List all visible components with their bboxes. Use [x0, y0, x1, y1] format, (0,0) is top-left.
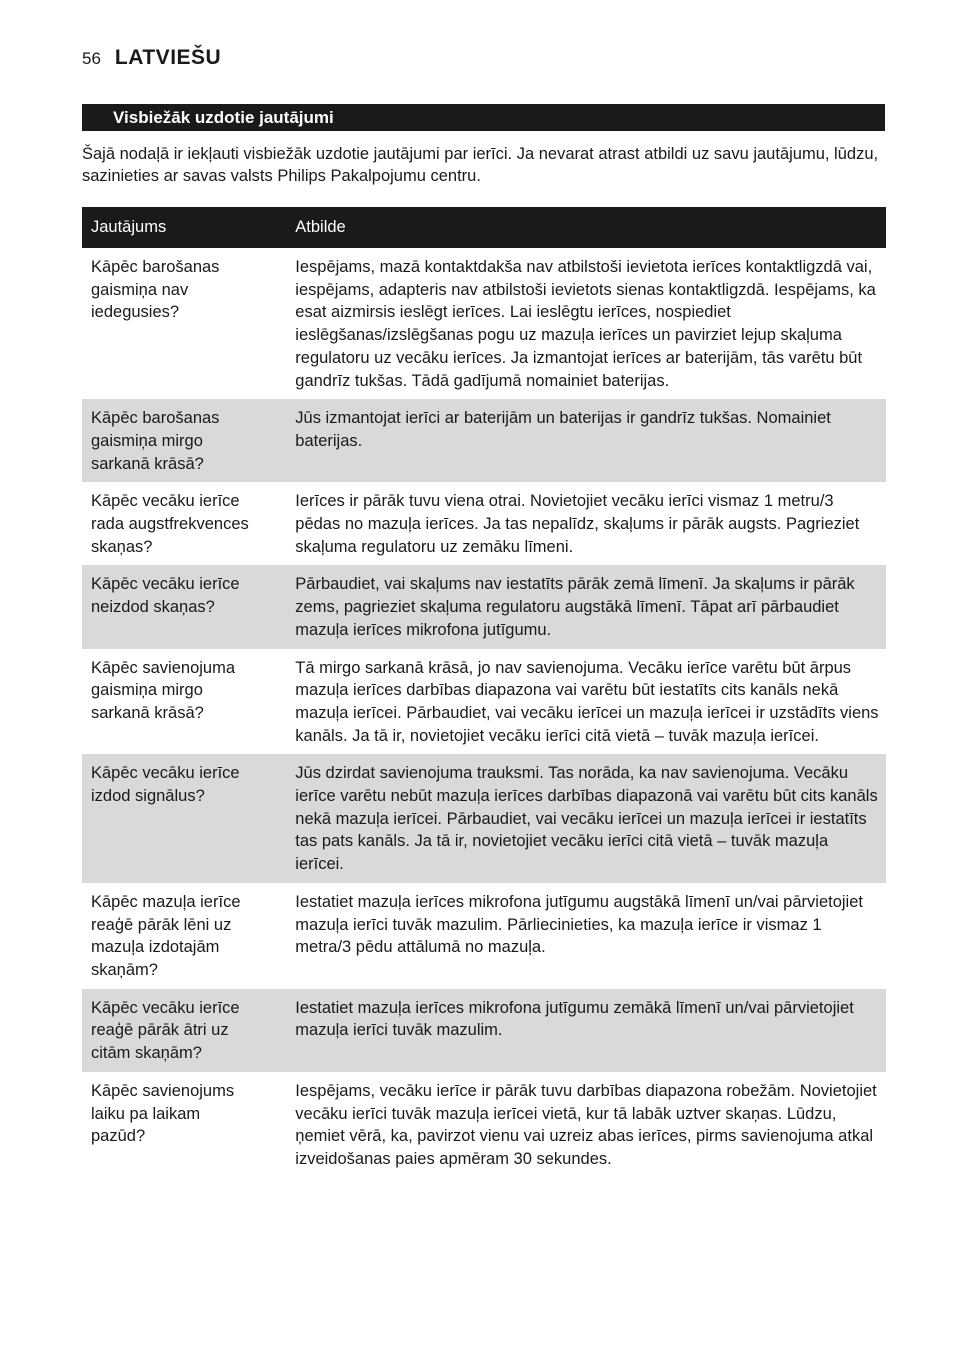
answer-cell: Ierīces ir pārāk tuvu viena otrai. Novietojiet vecāku ierīci vismaz 1 metru/3 pēdas no mazuļa ierīces. Ja tas nepalīdz, skaļums ir pārāk augsts. Pagrieziet skaļuma regulatoru uz zemāku līmeni. — [295, 492, 860, 556]
question-cell: Kāpēc mazuļa ierīce reaģē pārāk lēni uz mazuļa izdotajām skaņām? — [91, 892, 241, 979]
page-number: 56 — [82, 49, 101, 68]
page-header — [82, 46, 221, 70]
question-cell: Kāpēc savienojums laiku pa laikam pazūd? — [91, 1081, 235, 1146]
question-cell: Kāpēc barošanas gaismiņa mirgo sarkanā krāsā? — [82, 399, 286, 482]
question-cell: Kāpēc barošanas gaismiņa nav iedegusies? — [91, 258, 220, 322]
answer-cell: Iestatiet mazuļa ierīces mikrofona jutīgumu zemākā līmenī un/vai pārvietojiet mazuļa ierīci tuvāk mazulim. — [286, 989, 886, 1072]
table-row — [82, 399, 886, 482]
table-row — [82, 883, 886, 989]
table-row — [82, 754, 886, 883]
question-cell: Kāpēc savienojuma gaismiņa mirgo sarkanā krāsā? — [91, 658, 236, 722]
question-cell: Kāpēc vecāku ierīce reaģē pārāk ātri uz citām skaņām? — [82, 989, 286, 1072]
answer-cell: Iestatiet mazuļa ierīces mikrofona jutīgumu augstākā līmenī un/vai pārvietojiet mazuļa ierīci tuvāk mazulim. Pārliecinieties, ka mazuļa ierīce ir vismaz 1 metra/3 pēdu attālumā no mazuļa. — [295, 892, 863, 957]
faq-table — [82, 207, 886, 1178]
answer-cell: Jūs dzirdat savienojuma trauksmi. Tas norāda, ka nav savienojuma. Vecāku ierīce varētu nebūt mazuļa ierīces darbības diapazonā vai varētu būt cits kanāls nekā mazuļa ierīcei. Pārbaudiet, vai vecāku ierīcei un mazuļa ierīcei ir iestatīts tas pats kanāls. Ja tā ir, novietojiet vecāku ierīci citā vietā – tuvāk mazuļa ierīcei. — [286, 754, 886, 883]
question-cell: Kāpēc vecāku ierīce izdod signālus? — [82, 754, 286, 883]
table-row — [82, 989, 886, 1072]
table-header-row — [82, 207, 886, 248]
question-cell: Kāpēc vecāku ierīce neizdod skaņas? — [82, 565, 286, 648]
column-header-answer: Atbilde — [286, 207, 886, 248]
answer-cell: Iespējams, vecāku ierīce ir pārāk tuvu darbības diapazona robežām. Novietojiet vecāku ierīci tuvāk mazuļa ierīcei vietā, kur tā labāk uztver skaņas. Lūdzu, ņemiet vērā, ka, pavirzot vienu vai uzreiz abas ierīces, pirms savienojuma atkal izveidošanas paies apmēram 30 sekundes. — [295, 1081, 877, 1168]
section-title: Visbiežāk uzdotie jautājumi — [82, 104, 885, 131]
intro-paragraph: Šajā nodaļā ir iekļauti visbiežāk uzdotie jautājumi par ierīci. Ja nevarat atrast atbildi uz savu jautājumu, lūdzu, sazinieties ar savas valsts Philips Pakalpojumu centru. — [82, 145, 879, 185]
column-header-question: Jautājums — [82, 207, 286, 248]
table-row — [82, 482, 886, 565]
table-row — [82, 1072, 886, 1178]
answer-cell: Tā mirgo sarkanā krāsā, jo nav savienojuma. Vecāku ierīce varētu būt ārpus mazuļa ierīces darbības diapazona vai varētu būt iestatīts cits kanāls nekā mazuļa ierīcei. Pārbaudiet, vai vecāku ierīcei un mazuļa ierīcei ir uzstādīts viens kanāls. Ja tā ir, novietojiet vecāku ierīci citā vietā – tuvāk mazuļa ierīcei. — [295, 658, 879, 745]
table-row — [82, 649, 886, 755]
answer-cell: Iespējams, mazā kontaktdakša nav atbilstoši ievietota ierīces kontaktligzdā vai, iespējams, adapteris nav atbilstoši ievietots sienas kontaktligzdā. Iespējams, ka esat aizmirsis ieslēgt ierīces. Lai ieslēgtu ierīces, nospiediet ieslēgšanas/izslēgšanas pogu uz mazuļa ierīces un pavirziet lejup skaļuma regulatoru uz vecāku ierīces. Ja izmantojat ierīces ar baterijām, tās varētu būt gandrīz tukšas. Tādā gadījumā nomainiet baterijas. — [295, 258, 876, 390]
answer-cell: Jūs izmantojat ierīci ar baterijām un baterijas ir gandrīz tukšas. Nomainiet baterijas. — [286, 399, 886, 482]
table-row — [82, 248, 886, 399]
answer-cell: Pārbaudiet, vai skaļums nav iestatīts pārāk zemā līmenī. Ja skaļums ir pārāk zems, pagrieziet skaļuma regulatoru augstākā līmenī. Tāpat arī pārbaudiet mazuļa ierīces mikrofona jutīgumu. — [286, 565, 886, 648]
table-row — [82, 565, 886, 648]
question-cell: Kāpēc vecāku ierīce rada augstfrekvences skaņas? — [91, 492, 249, 556]
language-title: LATVIEŠU — [114, 46, 222, 69]
